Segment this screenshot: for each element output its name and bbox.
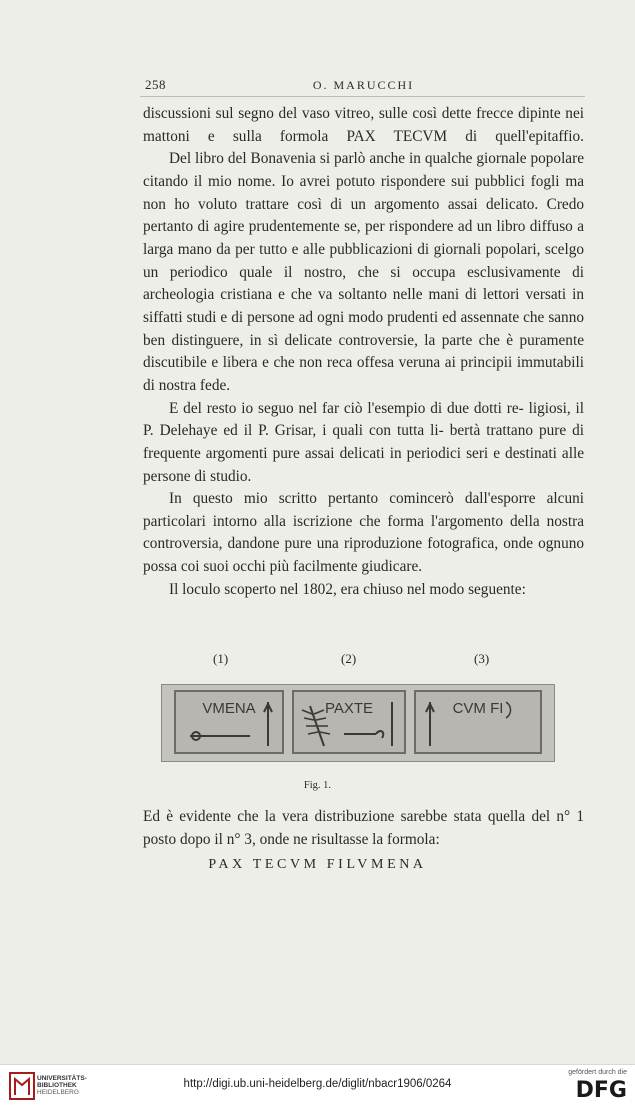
figure-label-1: (1) xyxy=(213,651,229,666)
tile-3 xyxy=(414,690,542,754)
tile-1-text: VMENA xyxy=(202,700,256,717)
palm-branch-icon xyxy=(294,692,404,752)
body-text-continued xyxy=(143,806,584,851)
paragraph-6: Ed è evidente che la vera distribuzione sarebbe stata quella del n° 1 posto dopo il n° 3, onde ne risultasse la formola: xyxy=(143,808,584,848)
inscription-photo xyxy=(161,684,555,762)
tile-2-text: PAXTE xyxy=(324,700,374,717)
figure-caption: Fig. 1. xyxy=(303,780,332,791)
arrow-icon xyxy=(176,692,282,752)
header-rule xyxy=(140,96,585,97)
paragraph-2: Del libro del Bonavenia si parlò anche in qualche giornale popolare citando il mio nome. Io avrei potuto rispondere sui pubblici fogli ma non ho voluto trattare così di un argomento assai delicato. Credo pertanto di agire prudentemente se, per rispondere ad un libro diffuso a larga mano da per tutto e alle pubblicazioni di giornali popolari, scelgo un periodico quale il nostro, che si occupa esclusivamente di archeologia cristiana e che va soltanto nelle mani di lettori versati in siffatti studi e di persone ad ogni modo prudenti ed assennate che sanno ben distinguere, in sì delicate controversie, la parte che è puramente discutibile e libera e che non reca offesa veruna ai principii immutabili di nostra fede. xyxy=(143,150,585,394)
funding-note: gefördert durch die xyxy=(568,1069,627,1076)
body-text xyxy=(143,103,584,601)
permalink[interactable]: http://digi.ub.uni-heidelberg.de/diglit/nbacr1906/0264 xyxy=(183,1078,452,1090)
page-header xyxy=(145,77,582,93)
figure-label-3: (3) xyxy=(474,651,490,666)
paragraph-3: E del resto io seguo nel far ciò l'esempio di due dotti re- ligiosi, il P. Delehaye ed il P. Grisar, i quali con tutta li- bertà trattano pure di frequente argomenti pure assai delicati in periodici seri e destinati alle persone di studio. xyxy=(143,399,585,485)
paragraph-5: Il loculo scoperto nel 1802, era chiuso nel modo seguente: xyxy=(169,580,526,598)
figure-labels xyxy=(0,651,635,669)
viewer-footer xyxy=(0,1064,635,1107)
page-number: 258 xyxy=(145,77,166,92)
dfg-logo: DFG xyxy=(575,1078,627,1103)
paragraph-4: In questo mio scritto pertanto comincerò dall'esporre alcuni particolari intorno alla iscrizione che forma l'argomento della nostra controversia, dandone pure una riproduzione fotografica, onde ognuno possa coi suoi occhi più facilmente giudicare. xyxy=(143,490,585,576)
tile-2 xyxy=(292,690,406,754)
tile-3-text: CVM FI xyxy=(452,700,504,717)
tile-1 xyxy=(174,690,284,754)
formula-line: PAX TECVM FILVMENA xyxy=(208,857,427,872)
running-head: O. MARUCCHI xyxy=(312,78,415,92)
university-name: UNIVERSITÄTS- BIBLIOTHEK HEIDELBERG xyxy=(37,1075,87,1096)
paragraph-1: discussioni sul segno del vaso vitreo, sulle così dette frecce dipinte nei mattoni e sulla formola PAX TECVM di quell'epitaffio. xyxy=(143,105,584,145)
branch-icon xyxy=(416,692,540,752)
figure-label-2: (2) xyxy=(341,651,357,666)
